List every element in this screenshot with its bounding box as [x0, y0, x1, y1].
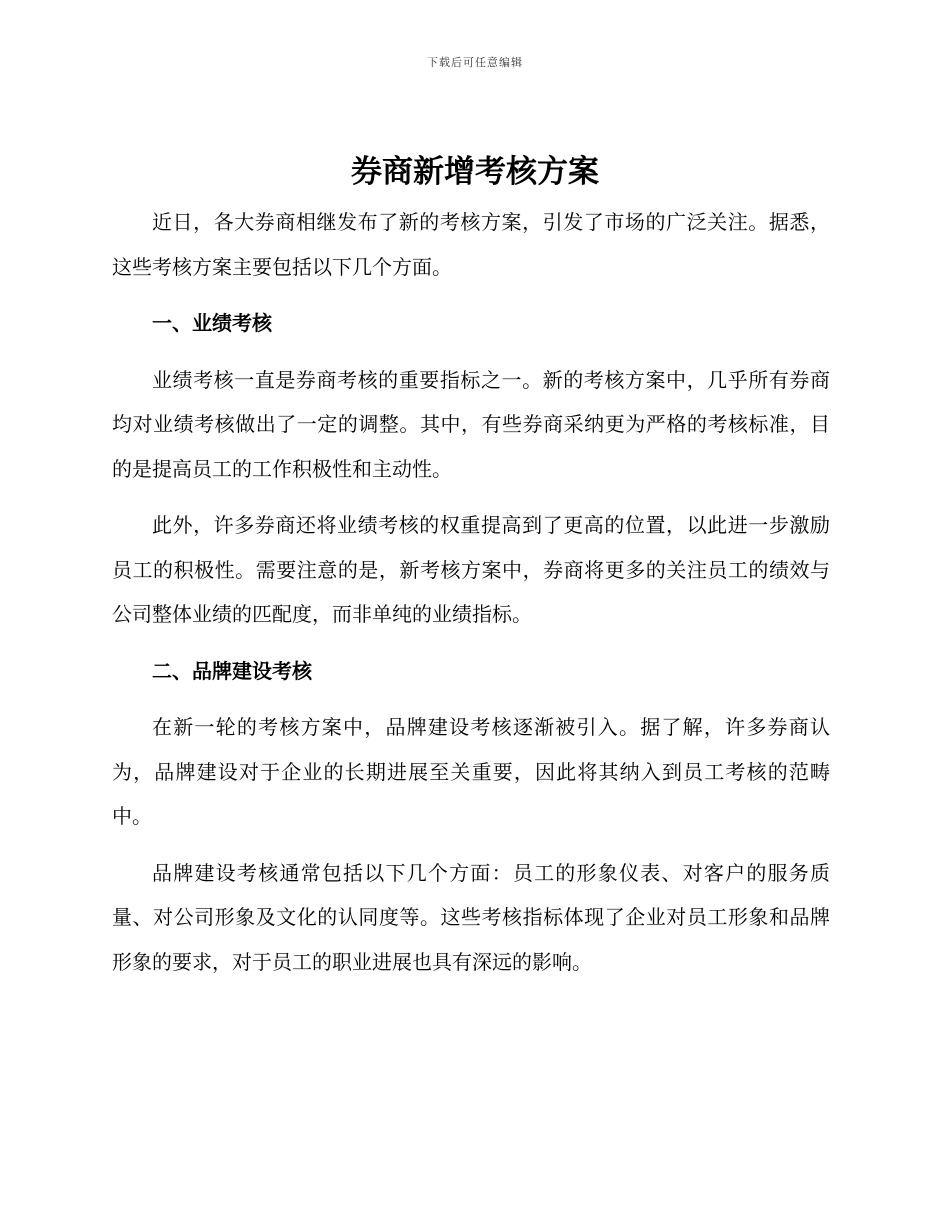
paragraph: 此外，许多券商还将业绩考核的权重提高到了更高的位置，以此进一步激励员工的积极性。需要注意的是，新考核方案中，券商将更多的关注员工的绩效与公司整体业绩的匹配度，而非单纯的业绩指标。 — [112, 513, 830, 626]
section-heading-performance: 一、业绩考核 — [152, 311, 272, 335]
document-body — [112, 200, 830, 996]
section-heading-brand: 二、品牌建设考核 — [152, 658, 312, 683]
paragraph: 品牌建设考核通常包括以下几个方面：员工的形象仪表、对客户的服务质量、对公司形象及文化的认同度等。这些考核指标体现了企业对员工形象和品牌形象的要求，对于员工的职业进展也具有深远的影响。 — [112, 860, 830, 974]
paragraph: 在新一轮的考核方案中，品牌建设考核逐渐被引入。据了解，许多券商认为，品牌建设对于企业的长期进展至关重要，因此将其纳入到员工考核的范畴中。 — [112, 715, 830, 828]
paragraph: 业绩考核一直是券商考核的重要指标之一。新的考核方案中，几乎所有券商均对业绩考核做出了一定的调整。其中，有些券商采纳更为严格的考核标准，目的是提高员工的工作积极性和主动性。 — [112, 367, 830, 481]
intro-paragraph: 近日，各大券商相继发布了新的考核方案，引发了市场的广泛关注。据悉，这些考核方案主要包括以下几个方面。 — [112, 210, 830, 279]
document-title: 券商新增考核方案 — [351, 154, 599, 190]
header-note: 下载后可任意编辑 — [427, 56, 523, 69]
